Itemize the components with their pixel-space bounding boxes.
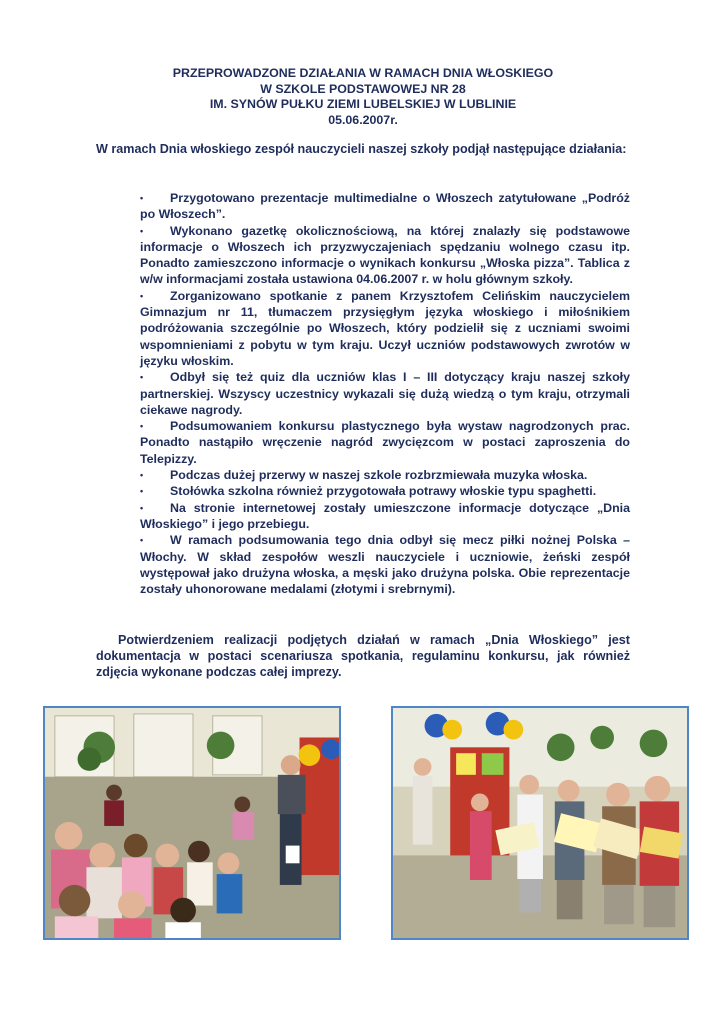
list-item-text: Wykonano gazetkę okolicznościową, na której znalazły się podstawowe informacje o Włoszech ich przyzwyczajeniach spędzaniu wolnego czasu itp. Ponadto zamieszczono informacje o wynikach konkursu „Włoska pizza”. Tablica z w/w informacjami została ustawiona 04.06.2007 r. w holu głównym szkoły.	[140, 223, 630, 287]
list-item	[140, 500, 630, 533]
bullet-icon: •	[140, 290, 144, 301]
bullet-icon: •	[140, 421, 144, 432]
list-item	[140, 483, 630, 499]
list-item	[140, 532, 630, 597]
intro-paragraph: W ramach Dnia włoskiego zespół nauczycieli naszej szkoły podjął następujące działania:	[96, 142, 627, 156]
list-item-text: Odbył się też quiz dla uczniów klas I – III dotyczący kraju naszej szkoły partnerskiej. Wszyscy uczestnicy wykazali się dużą wiedzą o tym kraju, otrzymali ciekawe nagrody.	[140, 370, 630, 417]
bullet-icon: •	[140, 486, 144, 497]
closing-paragraph: Potwierdzeniem realizacji podjętych działań w ramach „Dnia Włoskiego” jest dokumentacja w postaci scenariusza spotkania, regulaminu konkursu, jak również zdjęcia wykonane podczas całej imprezy.	[96, 633, 630, 679]
document-header	[90, 66, 636, 128]
list-item-text: Podczas dużej przerwy w naszej szkole rozbrzmiewała muzyka włoska.	[170, 468, 588, 483]
list-item-text: Zorganizowano spotkanie z panem Krzysztofem Celińskim nauczycielem Gimnazjum nr 11, tłumaczem przysięgłym języka włoskiego i miłośnikiem podróżowania szczególnie po Włoszech, który podzielił się z uczniami swoimi wspomnieniami z pobytu w tym kraju. Uczył uczniów podstawowych zwrotów w języku włoskim.	[140, 288, 630, 368]
photo-audience-illustration	[45, 708, 339, 938]
list-item	[140, 418, 630, 467]
activities-list	[140, 190, 630, 597]
list-item-text: Stołówka szkolna również przygotowała potrawy włoskie typu spaghetti.	[170, 484, 597, 499]
list-item-text: W ramach podsumowania tego dnia odbył się mecz piłki nożnej Polska – Włochy. W skład zespołów weszli nauczyciele i uczniowie, żeński zespół występował jako drużyna włoska, a męski jako drużyna polska. Obie reprezentacje zostały uhonorowane medalami (złotymi i srebrnymi).	[140, 533, 630, 597]
bullet-icon: •	[140, 372, 144, 383]
header-date: 05.06.2007r.	[328, 112, 398, 127]
event-photo-audience	[43, 706, 341, 940]
list-item	[140, 369, 630, 418]
bullet-icon: •	[140, 502, 144, 513]
photo-presentation-illustration	[393, 708, 687, 938]
list-item-text: Na stronie internetowej zostały umieszczone informacje dotyczące „Dnia Włoskiego” i jego przebiegu.	[140, 500, 630, 531]
list-item-text: Podsumowaniem konkursu plastycznego była wystaw nagrodzonych prac. Ponadto nastąpiło wręczenie nagród zwycięzcom w postaci zaproszenia do Telepizzy.	[140, 419, 630, 466]
list-item-text: Przygotowano prezentacje multimedialne o Włoszech zatytułowane „Podróż po Włoszech”.	[140, 191, 630, 222]
event-photo-presentation	[391, 706, 689, 940]
header-title-line-3: IM. SYNÓW PUŁKU ZIEMI LUBELSKIEJ W LUBLINIE	[209, 97, 517, 112]
list-item	[140, 288, 630, 369]
bullet-icon: •	[140, 470, 144, 481]
bullet-icon: •	[140, 225, 144, 236]
header-title-line-2: W SZKOLE PODSTAWOWEJ NR 28	[260, 81, 466, 96]
list-item	[140, 223, 630, 288]
list-item	[140, 190, 630, 223]
bullet-icon: •	[140, 193, 144, 203]
header-title-line-1: PRZEPROWADZONE DZIAŁANIA W RAMACH DNIA WŁOSKIEGO	[172, 66, 554, 80]
bullet-icon: •	[140, 535, 144, 546]
list-item	[140, 467, 630, 483]
